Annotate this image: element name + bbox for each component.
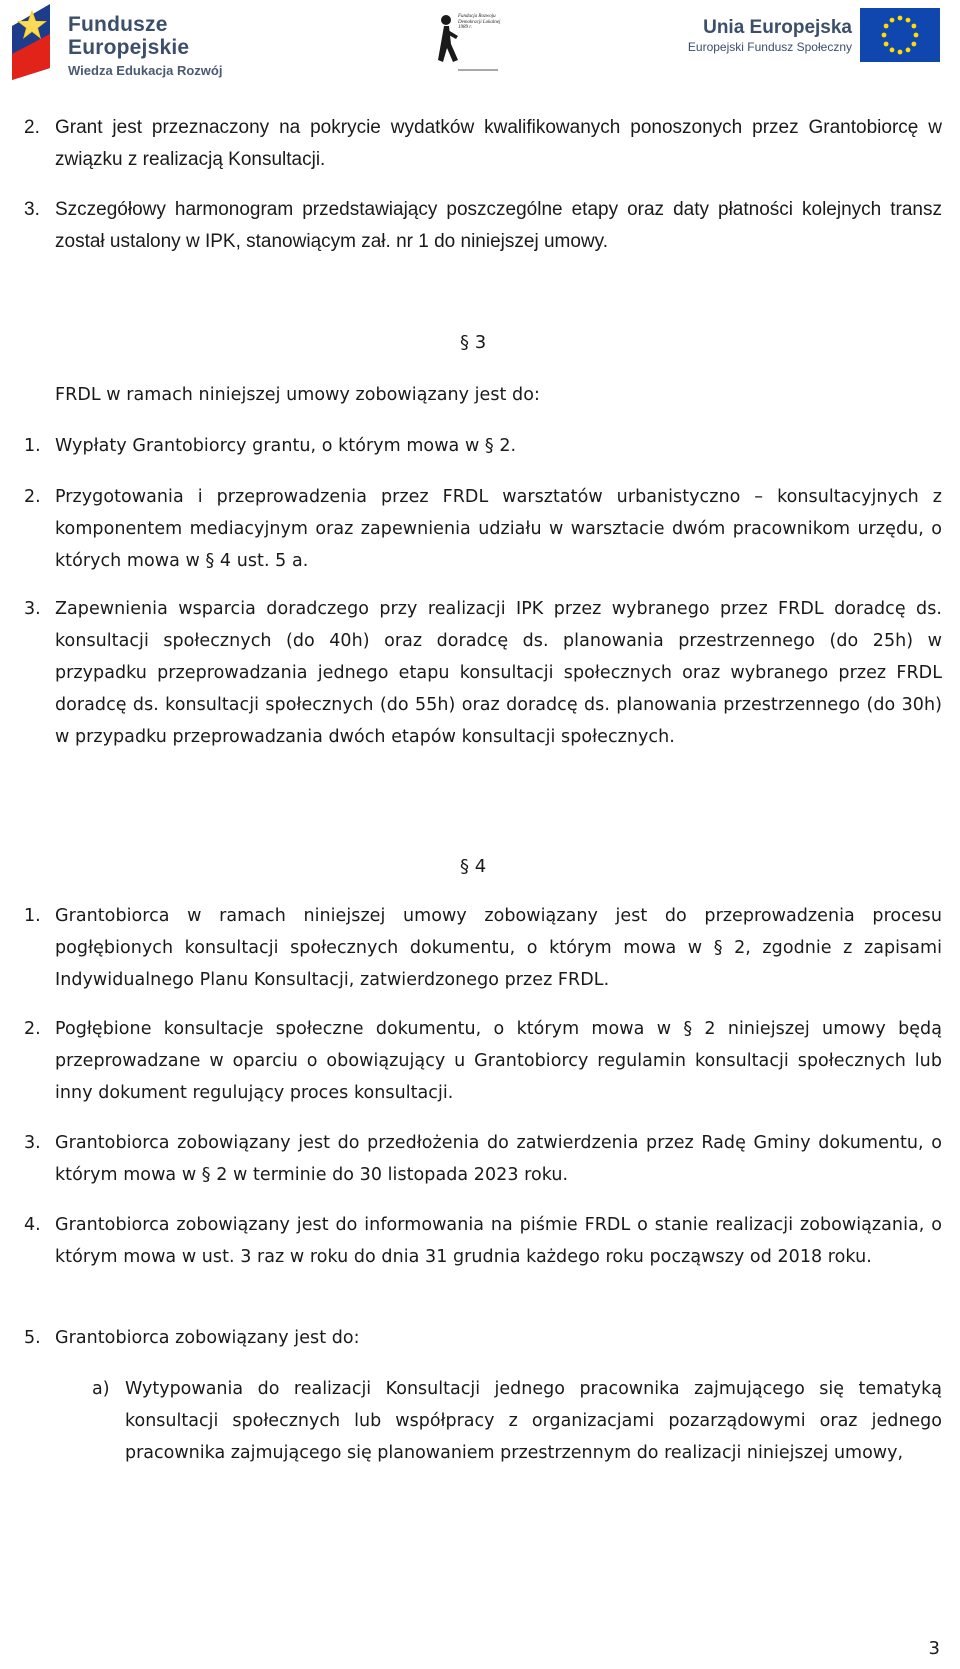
page-number: 3 <box>928 1638 940 1659</box>
section-4-item-2: Pogłębione konsultacje społeczne dokumentu, o którym mowa w § 2 niniejszej umowy będą przeprowadzane w oparciu o obowiązujący u Grantobiorcy regulamin konsultacji społecznych lub inny dokument regulujący proces konsultacji. <box>55 1019 942 1103</box>
eu-flag-icon <box>860 8 940 62</box>
list-number: 2. <box>24 487 41 507</box>
paragraph-grant-purpose: Grant jest przeznaczony na pokrycie wydatków kwalifikowanych ponoszonych przez Grantobiorcę w związku z realizacją Konsultacji. <box>55 117 942 170</box>
list-number: 2. <box>24 1019 41 1039</box>
ue-logo-line1: Unia Europejska <box>703 17 852 38</box>
section-3-item-2: Przygotowania i przeprowadzenia przez FRDL warsztatów urbanistyczno – konsultacyjnych z komponentem mediacyjnym oraz zapewnienia udziału w warsztacie dwóm pracownikom urzędu, o których mowa w § 4 ust. 5 a. <box>55 487 942 571</box>
unia-europejska-logo <box>680 8 950 68</box>
section-3-item-1: Wypłaty Grantobiorcy grantu, o którym mowa w § 2. <box>55 436 517 456</box>
list-number: 2. <box>24 117 40 138</box>
frdl-logo <box>438 10 510 80</box>
ue-logo-line2: Europejski Fundusz Społeczny <box>687 40 852 54</box>
section-3-intro: FRDL w ramach niniejszej umowy zobowiązany jest do: <box>55 385 540 405</box>
section-4-item-3: Grantobiorca zobowiązany jest do przedłożenia do zatwierdzenia przez Radę Gminy dokumentu, o którym mowa w § 2 w terminie do 30 listopada 2023 roku. <box>55 1133 942 1185</box>
list-number: 3. <box>24 1133 41 1153</box>
list-number: 3. <box>24 199 40 220</box>
section-4-item-5a: Wytypowania do realizacji Konsultacji jednego pracownika zajmującego się tematyką konsultacji społecznych lub współpracy z organizacjami pozarządowymi oraz jednego pracownika zajmującego się planowaniem przestrzennym do realizacji niniejszej umowy, <box>125 1379 942 1463</box>
fe-star-icon <box>10 4 58 80</box>
list-number: 5. <box>24 1328 41 1348</box>
list-number: 1. <box>24 906 41 926</box>
paragraph-schedule: Szczegółowy harmonogram przedstawiający poszczególne etapy oraz daty płatności kolejnych transz został ustalony w IPK, stanowiącym zał. nr 1 do niniejszej umowy. <box>55 199 942 252</box>
frdl-logo-text: Fundacja Rozwoju Demokracji Lokalnej 1989 r. <box>458 14 501 30</box>
fe-logo-line2: Europejskie <box>68 36 190 59</box>
fe-logo-tagline: Wiedza Edukacja Rozwój <box>68 63 223 78</box>
sub-list-letter: a) <box>92 1379 110 1399</box>
page-header <box>0 0 960 90</box>
section-4-item-4: Grantobiorca zobowiązany jest do informowania na piśmie FRDL o stanie realizacji zobowiązania, o którym mowa w ust. 3 raz w roku do dnia 31 grudnia każdego roku począwszy od 2018 roku. <box>55 1215 942 1267</box>
list-number: 4. <box>24 1215 41 1235</box>
section-heading-3: § 3 <box>460 332 487 353</box>
section-4-item-5: Grantobiorca zobowiązany jest do: <box>55 1328 360 1348</box>
section-3-item-3: Zapewnienia wsparcia doradczego przy realizacji IPK przez wybranego przez FRDL doradcę ds. konsultacji społecznych (do 40h) oraz doradcę ds. planowania przestrzennego (do 25h) w przypadku przeprowadzania jednego etapu konsultacji społecznych oraz wybranego przez FRDL doradcę ds. konsultacji społecznych (do 55h) oraz doradcę ds. planowania przestrzennego (do 30h) w przypadku przeprowadzania dwóch etapów konsultacji społecznych. <box>55 599 942 747</box>
section-4-item-1: Grantobiorca w ramach niniejszej umowy zobowiązany jest do przeprowadzenia procesu pogłębionych konsultacji społecznych dokumentu, o którym mowa w § 2, zgodnie z zapisami Indywidualnego Planu Konsultacji, zatwierdzonego przez FRDL. <box>55 906 942 990</box>
list-number: 3. <box>24 599 41 619</box>
fundusze-europejskie-logo <box>10 4 230 82</box>
fe-logo-line1: Fundusze <box>68 13 168 36</box>
section-heading-4: § 4 <box>460 856 487 877</box>
list-number: 1. <box>24 436 41 456</box>
